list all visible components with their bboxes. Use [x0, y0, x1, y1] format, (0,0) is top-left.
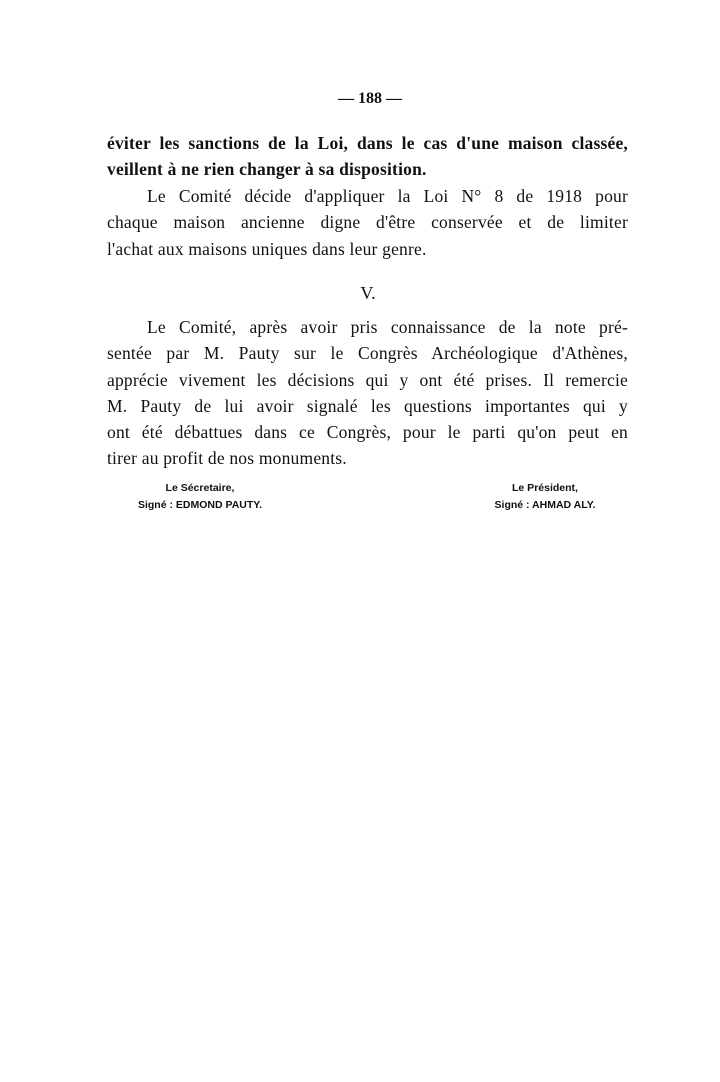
text-line: chaque maison ancienne digne d'être conservée et de limiter	[107, 212, 628, 232]
president-signature	[445, 480, 645, 514]
text-line: apprécie vivement les décisions qui y ont été prises. Il remercie	[107, 370, 628, 390]
text-line: M. Pauty de lui avoir signalé les questions importantes qui y	[107, 396, 628, 416]
page-number: — 188 —	[338, 90, 402, 107]
text-line: l'achat aux maisons uniques dans leur genre.	[107, 239, 427, 259]
secretary-name: Signé : EDMOND PAUTY.	[137, 499, 263, 511]
section-heading: V.	[360, 283, 376, 303]
text-line: veillent à ne rien changer à sa disposition.	[107, 159, 427, 179]
text-line: tirer au profit de nos monuments.	[107, 448, 347, 468]
text-line: ont été débattues dans ce Congrès, pour le parti qu'on peut en	[107, 422, 628, 442]
text-line: sentée par M. Pauty sur le Congrès Archéologique d'Athènes,	[107, 343, 628, 363]
president-name: Signé : AHMAD ALY.	[494, 499, 596, 511]
text-line: Le Comité décide d'appliquer la Loi N° 8 de 1918 pour	[147, 186, 628, 206]
president-title: Le Président,	[512, 482, 578, 494]
secretary-title: Le Sécretaire,	[165, 482, 235, 494]
secretary-signature	[100, 480, 300, 514]
text-line: Le Comité, après avoir pris connaissance de la note pré-	[147, 317, 628, 337]
text-line: éviter les sanctions de la Loi, dans le cas d'une maison classée,	[107, 133, 628, 153]
